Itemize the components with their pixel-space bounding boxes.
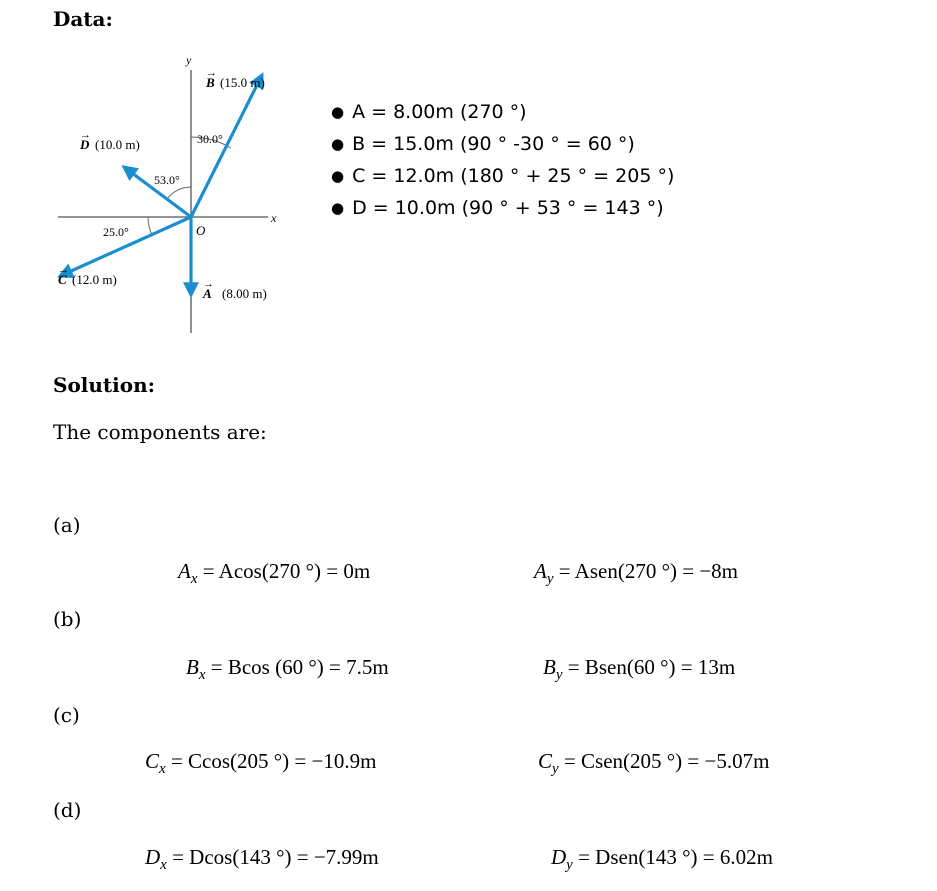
- equation-bx: $B_x = Bcos$ (60 °) = 7.5m: [186, 655, 389, 683]
- vector-b-label: [205, 67, 265, 90]
- svg-text:(12.0 m): (12.0 m): [72, 272, 117, 287]
- data-heading: Data:: [53, 7, 113, 31]
- vector-d-label: [79, 129, 140, 152]
- svg-text:A: A: [203, 286, 212, 301]
- given-values-list: [331, 97, 674, 225]
- angle-label-d: 53.0°: [154, 173, 180, 187]
- equation-dy: $D_y$ = Dsen(143 °) = 6.02m: [551, 845, 773, 873]
- svg-text:(10.0 m): (10.0 m): [95, 137, 140, 152]
- y-axis-label: y: [186, 53, 192, 67]
- svg-text:→: →: [80, 129, 91, 141]
- equation-ay: $A_y$ = Asen(270 °) = −8m: [534, 559, 738, 587]
- svg-text:D: D: [80, 137, 90, 152]
- svg-text:→: →: [206, 67, 217, 79]
- vector-a-label: [202, 278, 267, 301]
- equation-cy: $C_y$ = Csen(205 °) = −5.07m: [538, 749, 770, 777]
- given-a: ● A = 8.00m (270 °): [331, 97, 674, 129]
- part-b-label: (b): [53, 607, 82, 631]
- vector-c-label: [58, 264, 117, 287]
- svg-text:→: →: [58, 264, 69, 276]
- given-b: ● B = 15.0m (90 ° -30 ° = 60 °): [331, 129, 674, 161]
- equation-cx: $C_x = Ccos(205$ °) = −10.9m: [145, 749, 377, 777]
- svg-text:→: →: [203, 278, 214, 290]
- svg-text:(15.0 m): (15.0 m): [220, 75, 265, 90]
- solution-heading: Solution:: [53, 373, 156, 397]
- part-c-label: (c): [53, 703, 80, 727]
- svg-text:(8.00 m): (8.00 m): [222, 286, 267, 301]
- given-d: ● D = 10.0m (90 ° + 53 ° = 143 °): [331, 193, 674, 225]
- origin-label: O: [196, 223, 206, 238]
- part-a-label: (a): [53, 513, 81, 537]
- part-d-label: (d): [53, 798, 82, 822]
- svg-text:C: C: [58, 272, 67, 287]
- given-c: ● C = 12.0m (180 ° + 25 ° = 205 °): [331, 161, 674, 193]
- equation-by: $B_y$ = Bsen(60 °) = 13m: [543, 655, 736, 683]
- angle-label-c: 25.0°: [103, 225, 129, 239]
- equation-ax: $A_x = Acos(270$ °) = 0m: [178, 559, 371, 587]
- intro-text: The components are:: [53, 420, 267, 444]
- angle-arc-c: [148, 217, 152, 235]
- vector-diagram: [40, 45, 300, 345]
- angle-arc-d: [167, 187, 191, 199]
- svg-text:B: B: [206, 75, 215, 90]
- x-axis-label: x: [271, 211, 277, 225]
- angle-label-b: 30.0°: [197, 132, 223, 146]
- vector-b-arrow: [191, 75, 262, 217]
- equation-dx: $D_x = Dcos(143$ °) = −7.99m: [145, 845, 379, 873]
